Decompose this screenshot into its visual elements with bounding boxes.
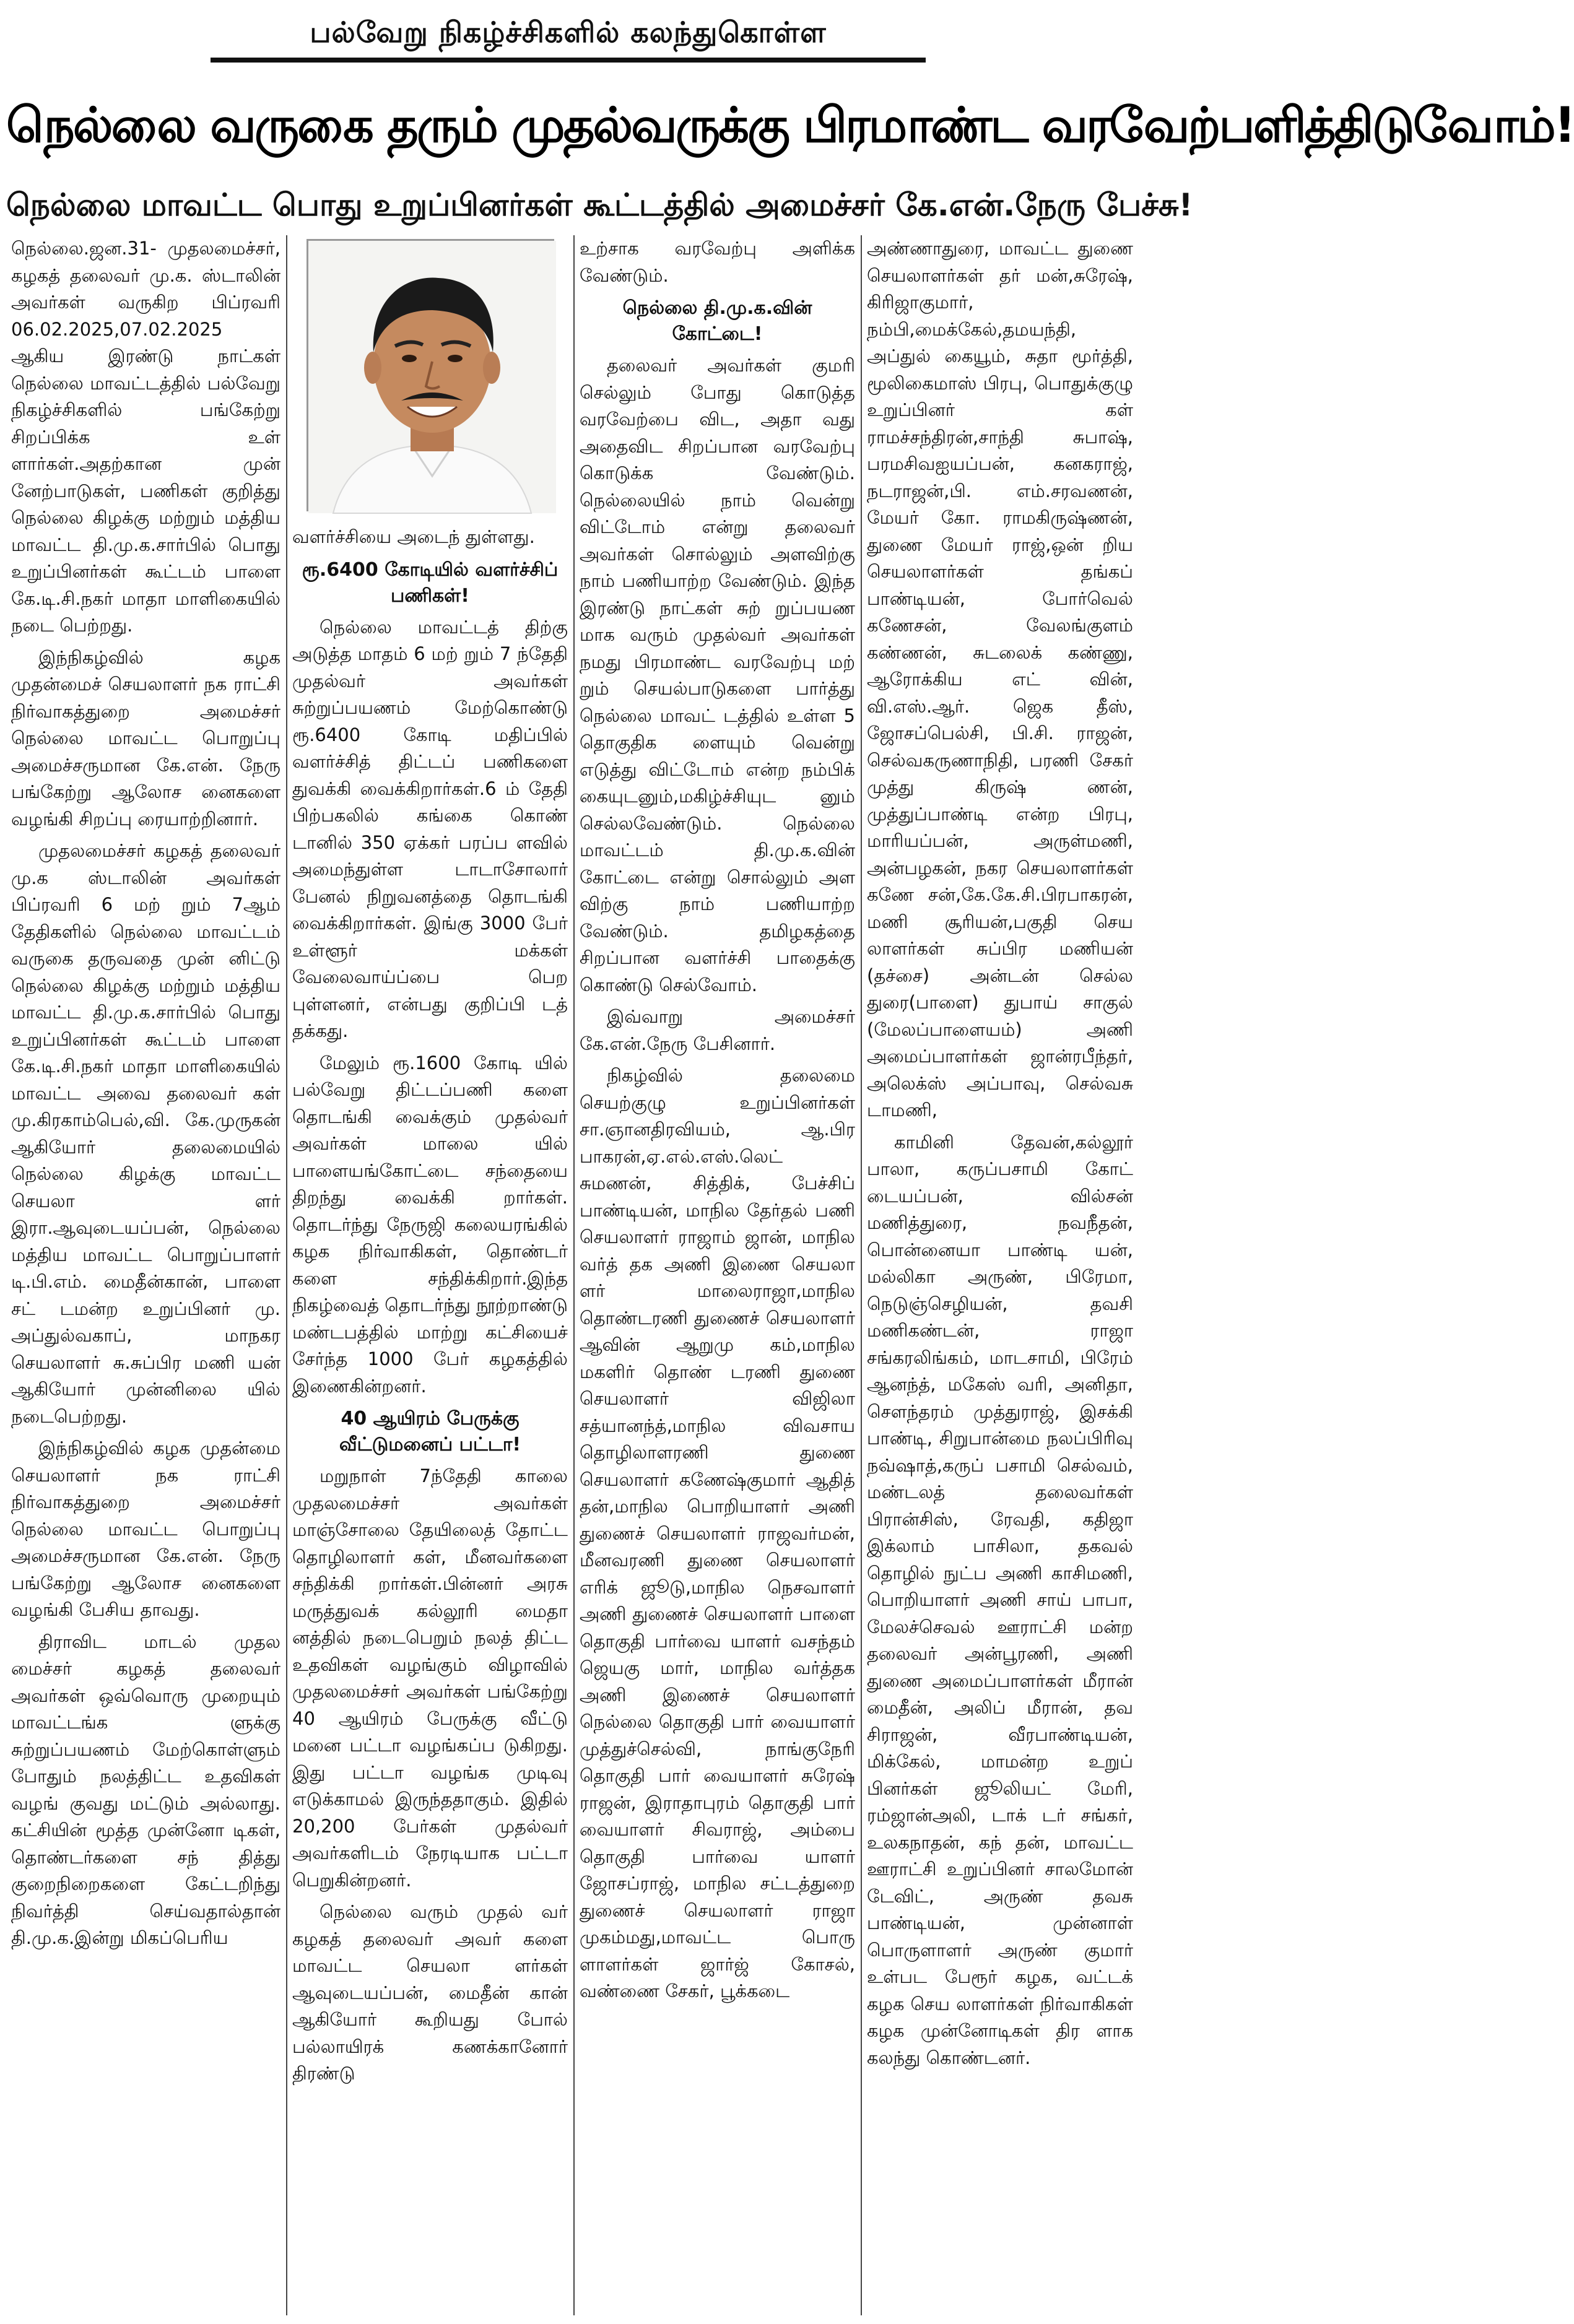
paragraph: இந்நிகழ்வில் கழக முதன்மை செயலாளர் நக ராட்சி நிர்வாகத்துறை அமைச்சர் நெல்லை மாவட்ட பொறுப்பு அமைச்சருமான கே.என். நேரு பங்கேற்று ஆலோச னைகளை வழங்கி பேசிய தாவது. [11,1437,280,1620]
portrait-illustration [308,241,556,513]
kicker-underline [211,58,926,63]
column-divider [861,235,862,2315]
paragraph: இந்நிகழ்வில் கழக முதன்மைச் செயலாளர் நக ராட்சி நிர்வாகத்துறை அமைச்சர் நெல்லை மாவட்ட பொறுப்பு அமைச்சருமான கே.என். நேரு பங்கேற்று ஆலோச னைகளை வழங்கி சிறப்பு ரையாற்றினார். [11,646,280,830]
paragraph: அண்ணாதுரை, மாவட்ட துணை செயலாளர்கள் தர் மன்,சுரேஷ், கிரிஜாகுமார், நம்பி,மைக்கேல்,தமயந்தி, அப்துல் கையூம், சுதா மூர்த்தி, மூலிகைமாஸ் பிரபு, பொதுக்குழு உறுப்பினர் கள் ராமச்சந்திரன்,சாந்தி சுபாஷ், பரமசிவஐயப்பன், கனகராஜ், நடராஜன்,பி. எம்.சரவணன், மேயர் கோ. ராமகிருஷ்ணன், துணை மேயர் ராஜ்,ஒன் றிய செயலாளர்கள் தங்கப் பாண்டியன், போர்வெல் கணேசன், வேலங்குளம் கண்ணன், சுடலைக் கண்ணு, ஆரோக்கிய எட் வின், வி.எஸ்.ஆர். ஜெக தீஸ், ஜோசப்பெல்சி, பி.சி. ராஜன், செல்வகருணாநிதி, பரணி சேகர் முத்து கிருஷ் ணன், முத்துப்பாண்டி என்ற பிரபு, மாரியப்பன், அருள்மணி, அன்பழகன், நகர செயலாளர்கள் கணே சன்,கே.கே.சி.பிரபாகரன், மணி சூரியன்,பகுதி செய லாளர்கள் சுப்பிர மணியன் (தச்சை) அன்டன் செல்ல துரை(பாளை) துபாய் சாகுல் (மேலப்பாளையம்) அணி அமைப்பாளர்கள் ஜான்ரபீந்தர், அலெக்ஸ் அப்பாவு, செல்வசு டாமணி, [867,238,1133,1121]
column-divider [286,235,287,2315]
paragraph: முதலமைச்சர் கழகத் தலைவர் மு.க ஸ்டாலின் அவர்கள் பிப்ரவரி 6 மற் றும் 7ஆம் தேதிகளில் நெல்லை மாவட்டம் வருகை தருவதை முன் னிட்டு நெல்லை கிழக்கு மற்றும் மத்திய மாவட்ட தி.மு.க.சார்பில் பொது உறுப்பினர்கள் கூட்டம் பாளை கே.டி.சி.நகர் மாதா மாளிகையில் மாவட்ட அவை தலைவர் கள் மு.கிரகாம்பெல்,வி. கே.முருகன் ஆகியோர் தலைமையில் நெல்லை கிழக்கு மாவட்ட செயலா ளர் இரா.ஆவுடையப்பன், நெல்லை மத்திய மாவட்ட பொறுப்பாளர் டி.பி.எம். மைதீன்கான், பாளை சட் டமன்ற உறுப்பினர் மு. அப்துல்வகாப், மாநகர செயலாளர் சு.சுப்பிர மணி யன் ஆகியோர் முன்னிலை யில் நடைபெற்றது. [11,840,280,1427]
paragraph: நெல்லை வரும் முதல் வர் கழகத் தலைவர் அவர் களை மாவட்ட செயலா ளர்கள் ஆவுடையப்பன், மைதீன் கான் ஆகியோர் கூறியது போல் பல்லாயிரக் கணக்கானோர் திரண்டு [292,1901,568,2084]
paragraph: திராவிட மாடல் முதல மைச்சர் கழகத் தலைவர் அவர்கள் ஒவ்வொரு முறையும் மாவட்டங்க ளுக்கு சுற்றுப்பயணம் மேற்கொள்ளும் போதும் நலத்திட்ட உதவிகள் வழங் குவது மட்டும் அல்லாது. கட்சியின் மூத்த முன்னோ டிகள், தொண்டர்களை சந் தித்து குறைநிறைகளை கேட்டறிந்து நிவர்த்தி செய்வதால்தான் தி.மு.க.இன்று மிகப்பெரிய [11,1631,280,1948]
paragraph: நெல்லை மாவட்டத் திற்கு அடுத்த மாதம் 6 மற் றும் 7 ந்தேதி முதல்வர் அவர்கள் சுற்றுப்பயணம் மேற்கொண்டு ரூ.6400 கோடி மதிப்பில் வளர்ச்சித் திட்டப் பணிகளை துவக்கி வைக்கிறார்கள்.6 ம் தேதி பிற்பகலில் கங்கை கொண் டானில் 350 ஏக்கர் பரப்ப ளவில் அமைந்துள்ள டாடாசோலார் பேனல் நிறுவனத்தை தொடங்கி வைக்கிறார்கள். இங்கு 3000 பேர் உள்ளூர் மக்கள் வேலைவாய்ப்பை பெற புள்ளனர், என்பது குறிப்பி டத் தக்கது. [292,616,568,1041]
paragraph: மேலும் ரூ.1600 கோடி யில் பல்வேறு திட்டப்பணி களை தொடங்கி வைக்கும் முதல்வர் அவர்கள் மாலை யில் பாளையங்கோட்டை சந்தையை திறந்து வைக்கி றார்கள். தொடர்ந்து நேருஜி கலையரங்கில் கழக நிர்வாகிகள், தொண்டர் களை சந்திக்கிறார்.இந்த நிகழ்வைத் தொடர்ந்து நூற்றாண்டு மண்டபத்தில் மாற்று கட்சியைச் சேர்ந்த 1000 பேர் கழகத்தில் இணைகின்றனர். [292,1052,568,1397]
paragraph: மறுநாள் 7ந்தேதி காலை முதலமைச்சர் அவர்கள் மாஞ்சோலை தேயிலைத் தோட்ட தொழிலாளர் கள், மீனவர்களை சந்திக்கி றார்கள்.பின்னர் அரசு மருத்துவக் கல்லூரி மைதா னத்தில் நடைபெறும் நலத் திட்ட உதவிகள் வழங்கும் விழாவில் முதலமைச்சர் அவர்கள் பங்கேற்று 40 ஆயிரம் பேருக்கு வீட்டு மனை பட்டா வழங்கப்ப டுகிறது. இது பட்டா வழங்க முடிவு எடுக்காமல் இருந்ததாகும். இதில் 20,200 பேர்கள் முதல்வர் அவர்களிடம் நேரடியாக பட்டா பெறுகின்றனர். [292,1465,568,1891]
section-subheading: நெல்லை தி.மு.க.வின் கோட்டை! [622,297,812,345]
paragraph: நிகழ்வில் தலைமை செயற்குழு உறுப்பினர்கள் சா.ஞானதிரவியம், ஆ.பிர பாகரன்,ஏ.எல்.எஸ்.லெட் சுமணன், சித்திக், பேச்சிப் பாண்டியன், மாநில தேர்தல் பணி செயலாளர் ராஜாம் ஜான், மாநில வர்த் தக அணி இணை செயலா ளர் மாலைராஜா,மாநில தொண்டரணி துணைச் செயலாளர் ஆவின் ஆறுமு கம்,மாநில மகளிர் தொண் டரணி துணை செயலாளர் விஜிலா சத்யானந்த்,மாநில விவசாய தொழிலாளரணி துணை செயலாளர் கணேஷ்குமார் ஆதித் தன்,மாநில பொறியாளர் அணி துணைச் செயலாளர் ராஜவர்மன், மீனவரணி துணை செயலாளர் எரிக் ஜூடு,மாநில நெசவாளர் அணி துணைச் செயலாளர் பாளை தொகுதி பார்வை யாளர் வசந்தம் ஜெயகு மார், மாநில வர்த்தக அணி இணைச் செயலாளர் நெல்லை தொகுதி பார் வையாளர் முத்துச்செல்வி, நாங்குநேரி தொகுதி பார் வையாளர் சுரேஷ் ராஜன், இராதாபுரம் தொகுதி பார் வையாளர் சிவராஜ், அம்பை தொகுதி பார்வை யாளர் ஜோசப்ராஜ், மாநில சட்டத்துறை துணைச் செயலாளர் ராஜா முகம்மது,மாவட்ட பொரு ளாளர்கள் ஜார்ஜ் கோசல், வண்ணை சேகர், பூக்கடை [580,1065,855,2001]
paragraph: தலைவர் அவர்கள் குமரி செல்லும் போது கொடுத்த வரவேற்பை விட, அதா வது அதைவிட சிறப்பான வரவேற்பு கொடுக்க வேண்டும். நெல்லையில் நாம் வென்று விட்டோம் என்று தலைவர் அவர்கள் சொல்லும் அளவிற்கு நாம் பணியாற்ற வேண்டும். இந்த இரண்டு நாட்கள் சுற் றுப்பயண மாக வரும் முதல்வர் அவர்கள் நமது பிரமாண்ட வரவேற்பு மற் றும் செயல்பாடுகளை பார்த்து நெல்லை மாவட் டத்தில் உள்ள 5 தொகுதிக ளையும் வென்று எடுத்து விட்டோம் என்ற நம்பிக் கையுடனும்,மகிழ்ச்சியுட னும் செல்லவேண்டும். நெல்லை மாவட்டம் தி.மு.க.வின் கோட்டை என்று சொல்லும் அள விற்கு நாம் பணியாற்ற வேண்டும். தமிழகத்தை சிறப்பான வளர்ச்சி பாதைக்கு கொண்டு செல்வோம். [580,355,855,995]
section-subheading: 40 ஆயிரம் பேருக்கு வீட்டுமனைப் பட்டா! [339,1408,521,1455]
minister-portrait-photo [307,239,554,511]
article-column-3 [580,235,855,2324]
kicker-title: பல்வேறு நிகழ்ச்சிகளில் கலந்துகொள்ள [310,15,827,49]
column-divider [573,235,575,2315]
paragraph: காமினி தேவன்,கல்லூர் பாலா, கருப்பசாமி கோட் டையப்பன், வில்சன் மணித்துரை, நவநீதன், பொன்னையா பாண்டி யன், மல்லிகா அருண், பிரேமா, நெடுஞ்செழியன், தவசி மணிகண்டன், ராஜா சங்கரலிங்கம், மாடசாமி, பிரேம் ஆனந்த், மகேஸ் வரி, அனிதா, சௌந்தரம் முத்துராஜ், இசக்கி பாண்டி, சிறுபான்மை நலப்பிரிவு நவ்ஷாத்,கருப் பசாமி செல்வம், மண்டலத் தலைவர்கள் பிரான்சிஸ், ரேவதி, கதிஜா இக்லாம் பாசிலா, தகவல் தொழில் நுட்ப அணி காசிமணி, பொறியாளர் அணி சாய் பாபா, மேலச்செவல் ஊராட்சி மன்ற தலைவர் அன்பூரணி, அணி துணை அமைப்பாளர்கள் மீரான் மைதீன், அலிப் மீரான், தவ சிராஜன், வீரபாண்டியன், மிக்கேல், மாமன்ற உறுப் பினர்கள் ஜூலியட் மேரி, ரம்ஜான்அலி, டாக் டர் சங்கர், உலகநாதன், கந் தன், மாவட்ட ஊராட்சி உறுப்பினர் சாலமோன் டேவிட், அருண் தவசு பாண்டியன், முன்னாள் பொருளாளர் அருண் குமார் உள்பட பேரூர் கழக, வட்டக் கழக செய லாளர்கள் நிர்வாகிகள் கழக முன்னோடிகள் திர ளாக கலந்து கொண்டனர். [867,1131,1133,2068]
section-subheading: ரூ.6400 கோடியில் வளர்ச்சிப் பணிகள்! [302,558,559,607]
article-column-4 [867,235,1133,2324]
headline: நெல்லை வருகை தரும் முதல்வருக்கு பிரமாண்ட வரவேற்பளித்திடுவோம்! [6,98,1574,154]
paragraph: உற்சாக வரவேற்பு அளிக்க வேண்டும். [580,238,855,286]
paragraph: நெல்லை.ஜன.31- முதலமைச்சர், கழகத் தலைவர் மு.க. ஸ்டாலின் அவர்கள் வருகிற பிப்ரவரி 06.02.2025,07.02.2025 ஆகிய இரண்டு நாட்கள் நெல்லை மாவட்டத்தில் பல்வேறு நிகழ்ச்சிகளில் பங்கேற்று சிறப்பிக்க உள் ளார்கள்.அதற்கான முன் னேற்பாடுகள், பணிகள் குறித்து நெல்லை கிழக்கு மற்றும் மத்திய மாவட்ட தி.மு.க.சார்பில் பொது உறுப்பினர்கள் கூட்டம் பாளை கே.டி.சி.நகர் மாதா மாளிகையில் நடை பெற்றது. [11,238,280,636]
article-column-2 [292,235,568,2324]
article-column-1 [11,235,280,2324]
paragraph: வளர்ச்சியை அடைந் துள்ளது. [292,526,535,547]
subheadline: நெல்லை மாவட்ட பொது உறுப்பினர்கள் கூட்டத்தில் அமைச்சர் கே.என்.நேரு பேச்சு! [6,187,1193,223]
paragraph: இவ்வாறு அமைச்சர் கே.என்.நேரு பேசினார். [580,1006,855,1054]
